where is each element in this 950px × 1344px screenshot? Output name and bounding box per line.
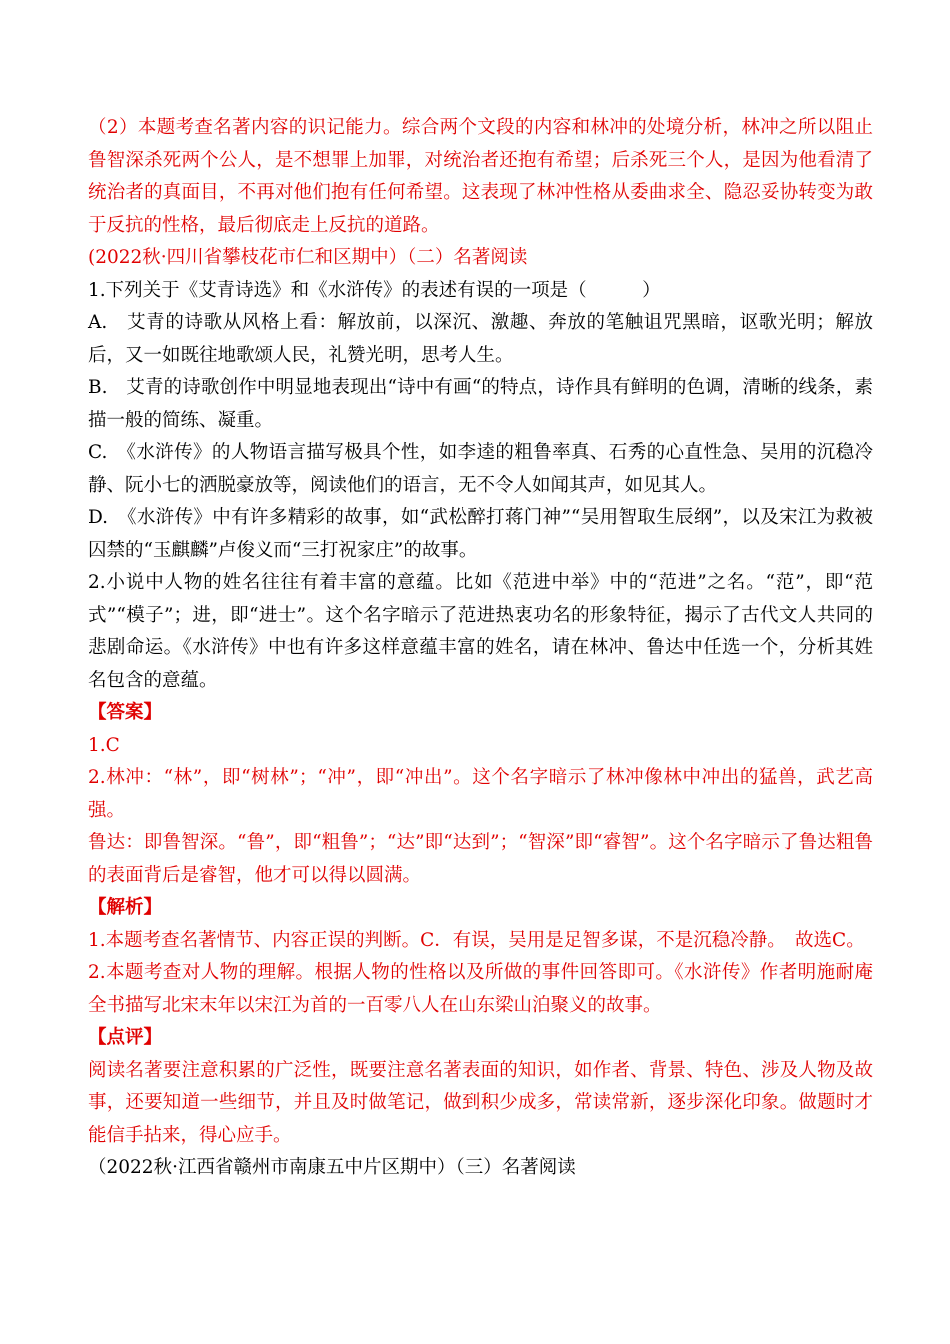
- source-line: (2022秋·四川省攀枝花市仁和区期中）（二）名著阅读: [88, 247, 528, 268]
- question-1: 1.下列关于《艾青诗选》和《水浒传》的表述有误的一项是（ ）: [88, 279, 661, 301]
- analysis-heading: 【解析】: [88, 897, 163, 918]
- analysis-paragraph: （2）本题考查名著内容的识记能力。综合两个文段的内容和林冲的处境分析，林冲之所以阻止鲁智深杀死两个公人，是不想罪上加罪，对统治者还抱有希望；后杀死三个人，是因为他看清了统治者的真面目，不再对他们抱有任何希望。这表现了林冲性格从委曲求全、隐忍妥协转变为敢于反抗的性格，最后彻底走上反抗的道路。: [88, 117, 873, 236]
- analysis-1: 1.本题考查名著情节、内容正误的判断。C．有误，吴用是足智多谋，不是沉稳冷静。 故选C。: [88, 929, 865, 951]
- comment-paragraph: 阅读名著要注意积累的广泛性，既要注意名著表面的知识，如作者、背景、特色、涉及人物及故事，还要知道一些细节，并且及时做笔记，做到积少成多，常读常新，逐步深化印象。做题时才能信手拈来，得心应手。: [88, 1059, 873, 1146]
- source-line-next: （2022秋·江西省赣州市南康五中片区期中）（三）名著阅读: [88, 1157, 576, 1178]
- answer-1: 1.C: [88, 734, 120, 756]
- answer-2-lin-chong: 2.林冲：“林”，即“树林”；“冲”，即“冲出”。这个名字暗示了林冲像林中冲出的猛兽，武艺高强。: [88, 767, 873, 821]
- question-2: 2.小说中人物的姓名往往有着丰富的意蕴。比如《范进中举》中的“范进”之名。“范”，即“范式”“模子”；进，即“进士”。这个名字暗示了范进热衷功名的形象特征，揭示了古代文人共同的悲剧命运。《水浒传》中也有许多这样意蕴丰富的姓名，请在林冲、鲁达中任选一个，分析其姓名包含的意蕴。: [88, 572, 873, 691]
- option-c: C. 《水浒传》的人物语言描写极具个性，如李逵的粗鲁率真、石秀的心直性急、吴用的沉稳冷静、阮小七的洒脱豪放等，阅读他们的语言，无不令人如闻其声，如见其人。: [88, 442, 873, 496]
- option-a: A. 艾青的诗歌从风格上看：解放前，以深沉、激趣、奔放的笔触诅咒黑暗，讴歌光明；解放后，又一如既往地歌颂人民，礼赞光明，思考人生。: [88, 312, 873, 366]
- analysis-2: 2.本题考查对人物的理解。根据人物的性格以及所做的事件回答即可。《水浒传》作者明施耐庵全书描写北宋末年以宋江为首的一百零八人在山东梁山泊聚义的故事。: [88, 962, 873, 1016]
- answer-2-lu-da: 鲁达：即鲁智深。“鲁”，即“粗鲁”；“达”即“达到”；“智深”即“睿智”。这个名字暗示了鲁达粗鲁的表面背后是睿智，他才可以得以圆满。: [88, 832, 873, 886]
- option-b: B. 艾青的诗歌创作中明显地表现出“诗中有画“的特点，诗作具有鲜明的色调，清晰的线条，素描一般的简练、凝重。: [88, 377, 873, 431]
- document-body: [88, 112, 873, 1185]
- option-d: D. 《水浒传》中有许多精彩的故事，如“武松醉打蒋门神”“吴用智取生辰纲”，以及宋江为救被囚禁的“玉麒麟”卢俊义而“三打祝家庄”的故事。: [88, 507, 873, 561]
- comment-heading: 【点评】: [88, 1027, 163, 1048]
- answer-heading: 【答案】: [88, 702, 163, 723]
